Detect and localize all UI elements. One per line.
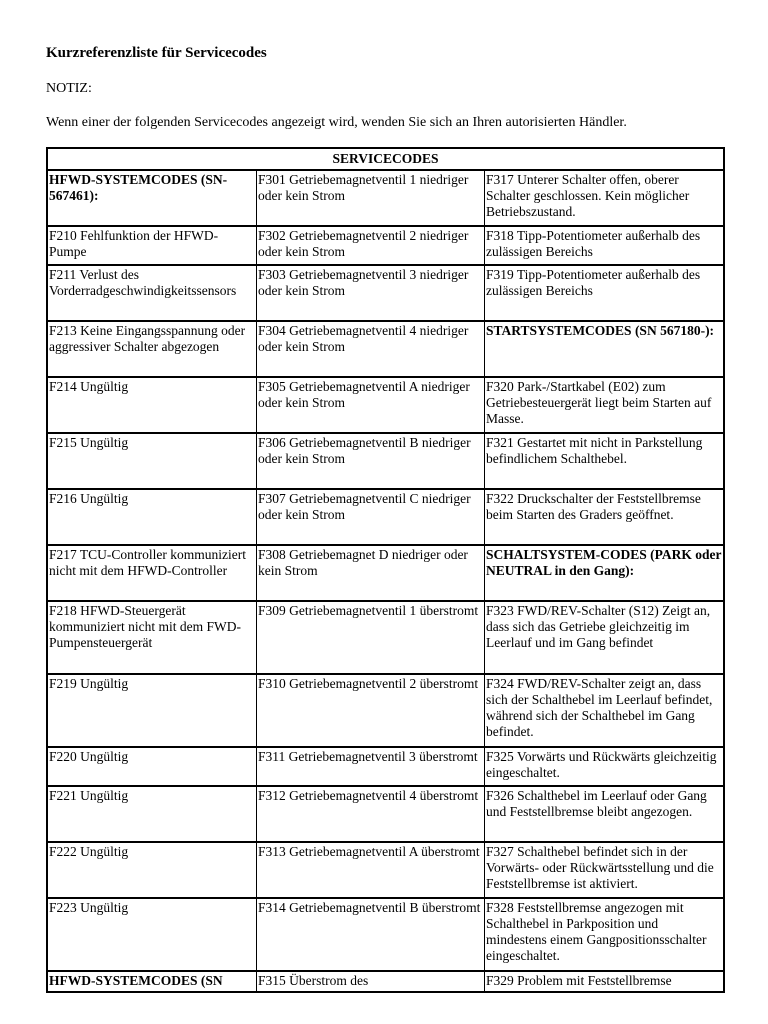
- table-cell-col3: F320 Park-/Startkabel (E02) zum Getriebesteuergerät liegt beim Starten auf Masse.: [485, 378, 723, 434]
- table-cell-col2: F302 Getriebemagnetventil 2 niedriger oder kein Strom: [257, 227, 485, 266]
- table-cell-col1: F221 Ungültig: [48, 787, 257, 843]
- table-cell-col3: F322 Druckschalter der Feststellbremse beim Starten des Graders geöffnet.: [485, 490, 723, 546]
- table-row: [48, 227, 723, 266]
- table-header: SERVICECODES: [48, 149, 723, 171]
- table-cell-col3: F328 Feststellbremse angezogen mit Schalthebel in Parkposition und mindestens einem Gangpositionsschalter eingeschaltet.: [485, 899, 723, 972]
- table-cell-col1: F218 HFWD-Steuergerät kommuniziert nicht mit dem FWD-Pumpensteuergerät: [48, 602, 257, 675]
- table-cell-col2: F308 Getriebemagnet D niedriger oder kein Strom: [257, 546, 485, 602]
- table-cell-col3: F329 Problem mit Feststellbremse: [486, 973, 672, 988]
- table-cell-col2: F314 Getriebemagnetventil B überstromt: [257, 899, 485, 972]
- table-cell-col1: F223 Ungültig: [48, 899, 257, 972]
- table-cell-col3: STARTSYSTEMCODES (SN 567180-):: [485, 322, 723, 378]
- table-body: [48, 171, 723, 991]
- table-cell-col2: F307 Getriebemagnetventil C niedriger oder kein Strom: [257, 490, 485, 546]
- table-cell-col3: F325 Vorwärts und Rückwärts gleichzeitig eingeschaltet.: [485, 748, 723, 787]
- table-cell-col2: F305 Getriebemagnetventil A niedriger oder kein Strom: [257, 378, 485, 434]
- table-cell-col3: F323 FWD/REV-Schalter (S12) Zeigt an, dass sich das Getriebe gleichzeitig im Leerlauf und im Gang befindet: [485, 602, 723, 675]
- servicecodes-table: [46, 147, 725, 993]
- table-cell-col1: F211 Verlust des Vorderradgeschwindigkeitssensors: [48, 266, 257, 322]
- table-cell-col1: F217 TCU-Controller kommuniziert nicht mit dem HFWD-Controller: [48, 546, 257, 602]
- table-cell-col1: F220 Ungültig: [48, 748, 257, 787]
- table-row: [48, 748, 723, 787]
- table-row: [48, 602, 723, 675]
- table-row: [48, 434, 723, 490]
- table-row: [48, 546, 723, 602]
- table-cell-col3: F318 Tipp-Potentiometer außerhalb des zulässigen Bereichs: [485, 227, 723, 266]
- table-row: [48, 972, 723, 991]
- table-cell-col3: SCHALTSYSTEM-CODES (PARK oder NEUTRAL in den Gang):: [485, 546, 723, 602]
- table-cell-col2: F309 Getriebemagnetventil 1 überstromt: [257, 602, 485, 675]
- table-row: [48, 675, 723, 748]
- table-cell-col3: F321 Gestartet mit nicht in Parkstellung befindlichem Schalthebel.: [485, 434, 723, 490]
- table-cell-col3: F326 Schalthebel im Leerlauf oder Gang und Feststellbremse bleibt angezogen.: [485, 787, 723, 843]
- table-cell-col2: F301 Getriebemagnetventil 1 niedriger oder kein Strom: [257, 171, 485, 227]
- table-cell-col2: F306 Getriebemagnetventil B niedriger oder kein Strom: [257, 434, 485, 490]
- table-cell-col2: F310 Getriebemagnetventil 2 überstromt: [257, 675, 485, 748]
- note-label: NOTIZ:: [46, 81, 92, 96]
- document-page: [46, 44, 722, 988]
- table-cell-col3: F324 FWD/REV-Schalter zeigt an, dass sich der Schalthebel im Leerlauf befindet, während sich der Schalthebel im Gang befindet.: [485, 675, 723, 748]
- table-cell-col3: F327 Schalthebel befindet sich in der Vorwärts- oder Rückwärtsstellung und die Feststellbremse ist aktiviert.: [485, 843, 723, 899]
- document-title: Kurzreferenzliste für Servicecodes: [46, 45, 267, 61]
- table-row: [48, 322, 723, 378]
- table-cell-col1: F213 Keine Eingangsspannung oder aggressiver Schalter abgezogen: [48, 322, 257, 378]
- table-cell-col2: F313 Getriebemagnetventil A überstromt: [257, 843, 485, 899]
- table-cell-col1: F219 Ungültig: [48, 675, 257, 748]
- table-row: [48, 378, 723, 434]
- table-cell-col1: HFWD-SYSTEMCODES (SN-567461):: [48, 171, 257, 227]
- table-cell-col3: F317 Unterer Schalter offen, oberer Schalter geschlossen. Kein möglicher Betriebszustand.: [485, 171, 723, 227]
- table-cell-col2: F312 Getriebemagnetventil 4 überstromt: [257, 787, 485, 843]
- table-cell-col1: F214 Ungültig: [48, 378, 257, 434]
- table-cell-col3: F319 Tipp-Potentiometer außerhalb des zulässigen Bereichs: [485, 266, 723, 322]
- table-cell-col1: F215 Ungültig: [48, 434, 257, 490]
- table-cell-col1: F222 Ungültig: [48, 843, 257, 899]
- table-cell-col2: F303 Getriebemagnetventil 3 niedriger oder kein Strom: [257, 266, 485, 322]
- table-cell-col2: F311 Getriebemagnetventil 3 überstromt: [257, 748, 485, 787]
- table-row: [48, 266, 723, 322]
- table-cell-col1: F210 Fehlfunktion der HFWD-Pumpe: [48, 227, 257, 266]
- table-cell-col1: HFWD-SYSTEMCODES (SN: [48, 972, 257, 991]
- table-row: [48, 490, 723, 546]
- table-row: [48, 843, 723, 899]
- table-row: [48, 171, 723, 227]
- table-row: [48, 899, 723, 972]
- table-cell-col2: F315 Überstrom des: [257, 972, 485, 991]
- intro-paragraph: Wenn einer der folgenden Servicecodes angezeigt wird, wenden Sie sich an Ihren autorisierten Händler.: [46, 115, 627, 130]
- table-row: [48, 787, 723, 843]
- table-cell-col1: F216 Ungültig: [48, 490, 257, 546]
- table-cell-col2: F304 Getriebemagnetventil 4 niedriger oder kein Strom: [257, 322, 485, 378]
- table-header-row: [48, 149, 723, 171]
